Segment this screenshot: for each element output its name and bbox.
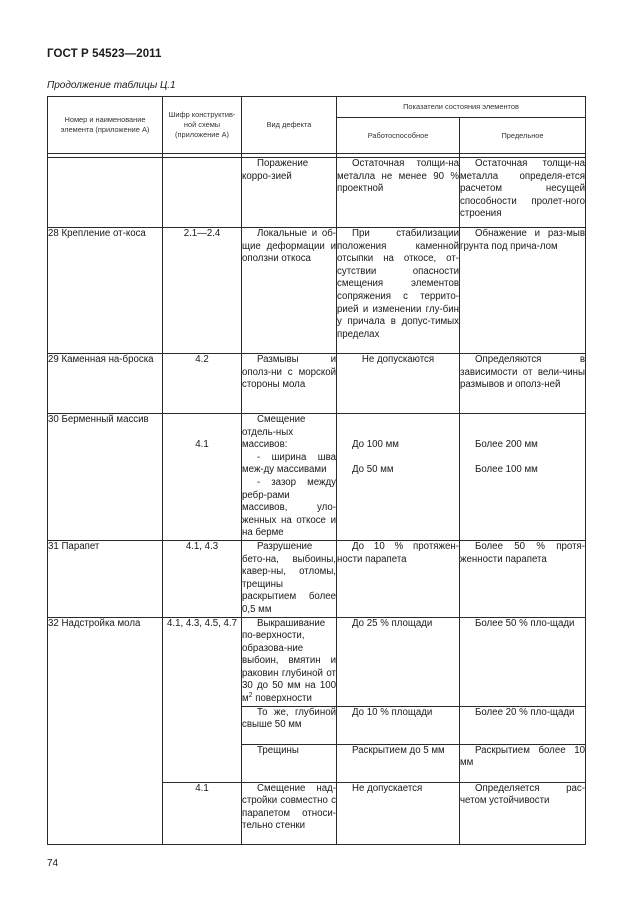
defect-subitem: - ширина шва меж-ду массивами bbox=[242, 451, 336, 476]
element-cell: 29 Каменная на-броска bbox=[48, 354, 163, 414]
limit-text: Более 100 мм bbox=[475, 464, 538, 476]
defect-text: То же, глубиной свыше 50 мм bbox=[242, 706, 336, 731]
operable-cell bbox=[337, 228, 460, 354]
limit-cell bbox=[460, 617, 586, 706]
operable-cell bbox=[337, 744, 460, 782]
element-cell: 32 Надстройка мола bbox=[48, 617, 163, 844]
column-header-defect: Вид дефекта bbox=[242, 97, 337, 154]
operable-text: До 50 мм bbox=[352, 464, 394, 476]
limit-text: Обнажение и раз-мыв грунта под прича-лом bbox=[460, 228, 585, 252]
column-header-code: Шифр конструктив-ной схемы (приложение А) bbox=[163, 97, 242, 154]
limit-cell bbox=[460, 414, 586, 541]
defect-title: Смещение отдель-ных массивов: bbox=[242, 414, 306, 451]
operable-text: Не допускается bbox=[352, 782, 423, 794]
limit-text: Раскрытием более 10 мм bbox=[460, 744, 585, 769]
code-cell: 4.1 bbox=[163, 782, 242, 844]
defect-text: Поражение корро-зией bbox=[242, 158, 309, 182]
column-header-limit: Предельное bbox=[460, 118, 586, 154]
defect-superscript: 2 bbox=[248, 691, 253, 699]
defect-text bbox=[242, 618, 336, 706]
limit-text: Более 50 % протя-женности парапета bbox=[460, 540, 585, 565]
operable-cell bbox=[337, 354, 460, 414]
document-header: ГОСТ Р 54523—2011 bbox=[47, 48, 162, 60]
limit-text: Остаточная толщи-на металла определя-ется расчетом несущей способности пролет-ного строения bbox=[460, 158, 585, 220]
defect-subitem: - зазор между ребр-рами массивов, уло-женных на откосе и на берме bbox=[242, 476, 336, 539]
limit-text: Более 50 % пло-щади bbox=[475, 617, 575, 629]
code-cell bbox=[163, 414, 242, 541]
defect-text-tail: поверхности bbox=[255, 693, 312, 705]
code-cell: 2.1—2.4 bbox=[163, 228, 242, 354]
defect-text: Размывы и ополз-ни с морской стороны мола bbox=[242, 354, 336, 391]
table-row bbox=[48, 158, 586, 228]
defect-cell bbox=[242, 228, 337, 354]
page-number: 74 bbox=[47, 858, 59, 869]
element-cell: 31 Парапет bbox=[48, 540, 163, 617]
code-cell: 4.2 bbox=[163, 354, 242, 414]
defect-text-main: Выкрашивание по-верхности, образова-ние выбоин, вмятин и раковин глубиной от 30 до 50 мм на 100 м bbox=[242, 617, 336, 705]
limit-cell bbox=[460, 782, 586, 844]
column-header-operable: Работоспособное bbox=[337, 118, 460, 154]
limit-cell bbox=[460, 540, 586, 617]
defect-text: Локальные и об-щие деформации и оползни откоса bbox=[242, 228, 336, 265]
code-cell bbox=[163, 158, 242, 228]
defect-cell bbox=[242, 617, 337, 706]
table-row bbox=[48, 617, 586, 706]
defect-cell bbox=[242, 706, 337, 744]
code-cell: 4.1, 4.3, 4.5, 4.7 bbox=[163, 617, 242, 782]
table-row bbox=[48, 540, 586, 617]
limit-cell bbox=[460, 354, 586, 414]
limit-cell bbox=[460, 706, 586, 744]
table-header-row bbox=[48, 97, 586, 118]
operable-cell bbox=[337, 706, 460, 744]
operable-text: При стабилизации положения каменной отсыпки на откосе, от-сутствии опасности смещения элементов сопряжения с террито-рией и изменении глу-бин у причала в допус-тимых пределах bbox=[337, 228, 459, 340]
table-row bbox=[48, 354, 586, 414]
defect-cell bbox=[242, 414, 337, 541]
defect-cell bbox=[242, 158, 337, 228]
limit-cell bbox=[460, 744, 586, 782]
code-cell: 4.1, 4.3 bbox=[163, 540, 242, 617]
limit-cell bbox=[460, 228, 586, 354]
element-cell bbox=[48, 158, 163, 228]
operable-text: До 10 % площади bbox=[352, 706, 433, 718]
defect-text: Разрушение бето-на, выбоины, кавер-ны, отломы, трещины раскрытием более 0,5 мм bbox=[242, 540, 336, 615]
code-text: 4.1 bbox=[195, 439, 209, 451]
column-header-element: Номер и наименование элемента (приложение А) bbox=[48, 97, 163, 154]
operable-cell bbox=[337, 540, 460, 617]
table-row bbox=[48, 414, 586, 541]
limit-text: Более 20 % пло-щади bbox=[475, 706, 575, 718]
table-row bbox=[48, 228, 586, 354]
operable-cell bbox=[337, 617, 460, 706]
element-cell: 28 Крепление от-коса bbox=[48, 228, 163, 354]
column-header-indicators: Показатели состояния элементов bbox=[337, 97, 586, 118]
defect-text: Трещины bbox=[257, 744, 299, 756]
defect-cell bbox=[242, 782, 337, 844]
limit-text: Более 200 мм bbox=[475, 439, 538, 451]
operable-text: Раскрытием до 5 мм bbox=[352, 744, 445, 756]
operable-cell bbox=[337, 158, 460, 228]
limit-text: Определяется рас-четом устойчивости bbox=[460, 782, 585, 807]
limit-cell bbox=[460, 158, 586, 228]
table-caption: Продолжение таблицы Ц.1 bbox=[47, 80, 176, 91]
operable-cell bbox=[337, 414, 460, 541]
defect-cell bbox=[242, 744, 337, 782]
operable-text: До 10 % протяжен-ности парапета bbox=[337, 540, 459, 565]
element-cell: 30 Берменный массив bbox=[48, 414, 163, 541]
defects-table bbox=[47, 96, 586, 845]
defect-cell bbox=[242, 540, 337, 617]
limit-text: Определяются в зависимости от вели-чины размывов и ополз-ней bbox=[460, 354, 585, 391]
operable-text: До 25 % площади bbox=[352, 617, 433, 629]
operable-text: До 100 мм bbox=[352, 439, 399, 451]
defect-text: Смещение над-стройки совместно с парапетом относи-тельно стенки bbox=[242, 782, 336, 832]
operable-text: Не допускаются bbox=[361, 354, 435, 365]
defect-cell bbox=[242, 354, 337, 414]
operable-text: Остаточная толщи-на металла не менее 90 % проектной bbox=[337, 158, 459, 195]
operable-cell bbox=[337, 782, 460, 844]
